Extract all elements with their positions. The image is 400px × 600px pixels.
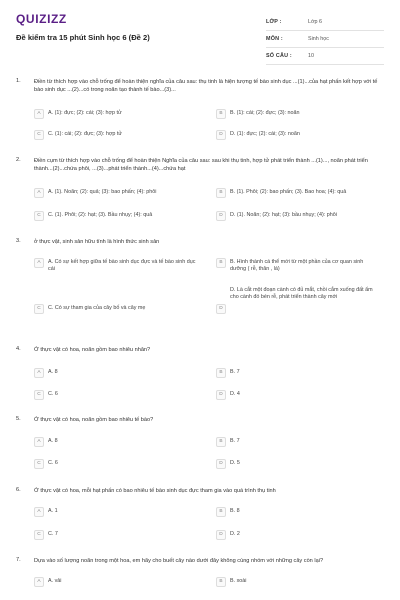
option-letter-d: D — [216, 211, 226, 221]
option-text: C. 6 — [48, 390, 58, 397]
question-1 — [16, 78, 384, 142]
question-5 — [16, 416, 384, 476]
option-text: A. 8 — [48, 437, 58, 444]
option-text: A. (1). Noãn; (2): quả; (3): bao phấn; (4): phôi — [48, 188, 157, 195]
worksheet-meta-table — [266, 14, 384, 65]
meta-row-subject — [266, 31, 384, 48]
option-letter-b: B — [216, 577, 226, 587]
option-letter-c: C — [34, 304, 44, 314]
option-letter-a: A — [34, 368, 44, 378]
option-text: A. Có sự kết hợp giữa tế bào sinh dục đực và tế bào sinh dục cái — [48, 258, 196, 272]
meta-label: MÔN : — [266, 36, 283, 42]
option-letter-a: A — [34, 507, 44, 517]
option-letter-d: D — [216, 130, 226, 140]
question-4 — [16, 346, 384, 406]
question-text: Điền từ thích hợp vào chỗ trống để hoàn thiện nghĩa của câu sau: thụ tinh là hiện tượng tế bào sinh dục ...(1)...của hạt phấn kết hợp với tế bào sinh dục ...(2)...có trong noãn tạo thành tế bào...(3)... — [34, 79, 378, 93]
option-letter-d: D — [216, 304, 226, 314]
question-text: ở thực vật, sinh sản hữu tính là hình thức sinh sản — [34, 239, 160, 245]
question-number: 6. — [16, 487, 21, 493]
question-number: 2. — [16, 157, 21, 163]
question-3 — [16, 238, 384, 328]
question-7 — [16, 557, 384, 597]
meta-row-grade — [266, 14, 384, 31]
option-text: D. Là cắt một đoạn cành có đủ mắt, chồi cắm xuống đất ẩm cho cành đó bén rễ, phát triển thành cây mới — [230, 286, 373, 300]
option-letter-c: C — [34, 130, 44, 140]
option-text: B. (1). Phôi; (2): bao phấn; (3). Bao hoa; (4): quả — [230, 188, 347, 195]
option-letter-c: C — [34, 211, 44, 221]
option-text: C. Có sự tham gia của cây bố và cây mẹ — [48, 304, 146, 311]
question-text: Điền cụm từ thích hợp vào chỗ trống để hoàn thiện Nghĩa của câu sau: sau khi thụ tinh, hợp tử phát triển thành ...(1)..., noãn phát triển thành...(2)...chứa phôi, ...(3)...phát triển thành...(4)...chứa hạt — [34, 158, 368, 172]
worksheet-header — [16, 12, 384, 60]
option-letter-a: A — [34, 258, 44, 268]
option-text: B. xoài — [230, 577, 247, 584]
question-text: Ở thực vật có hoa, noãn gồm bao nhiêu tế bào? — [34, 417, 154, 423]
option-text: A. (1): đực; (2): cái; (3): hợp tử — [48, 109, 122, 116]
quizizz-logo: QUIZIZZ — [16, 12, 67, 26]
option-text: A. vải — [48, 577, 62, 584]
option-letter-b: B — [216, 109, 226, 119]
option-letter-c: C — [34, 530, 44, 540]
option-text: B. Hình thành cá thể mới từ một phần của cơ quan sinh dưỡng ( rễ, thân , lá) — [230, 258, 364, 272]
worksheet-title: Đề kiểm tra 15 phút Sinh học 6 (Đề 2) — [16, 33, 150, 42]
question-number: 1. — [16, 78, 21, 84]
meta-label: LỚP : — [266, 19, 282, 25]
option-letter-b: B — [216, 188, 226, 198]
question-number: 7. — [16, 557, 21, 563]
option-text: A. 8 — [48, 368, 58, 375]
option-text: C. 7 — [48, 530, 58, 537]
question-number: 4. — [16, 346, 21, 352]
option-letter-d: D — [216, 530, 226, 540]
option-letter-a: A — [34, 188, 44, 198]
question-6 — [16, 487, 384, 547]
option-text: C. (1): cái; (2): đực; (3): hợp tử — [48, 130, 122, 137]
option-text: B. 7 — [230, 437, 240, 444]
question-text: Dựa vào số lượng noãn trong một hoa, em hãy cho buết cây nào dưới đây không cùng nhóm với những cây còn lại? — [34, 558, 324, 564]
question-2 — [16, 157, 384, 221]
option-letter-d: D — [216, 459, 226, 469]
option-letter-b: B — [216, 258, 226, 268]
question-number: 3. — [16, 238, 21, 244]
option-text: C. (1). Phôi; (2): hạt; (3). Bầu nhụy; (4): quả — [48, 211, 153, 218]
option-text: B. 7 — [230, 368, 240, 375]
option-text: C. 6 — [48, 459, 58, 466]
option-text: D. 5 — [230, 459, 240, 466]
option-letter-b: B — [216, 368, 226, 378]
option-text: B. 8 — [230, 507, 240, 514]
option-letter-d: D — [216, 390, 226, 400]
meta-label: SỐ CÂU : — [266, 53, 292, 59]
option-text: B. (1): cái; (2): đực; (3): noãn — [230, 109, 300, 116]
option-text: D. 4 — [230, 390, 240, 397]
option-letter-c: C — [34, 390, 44, 400]
option-letter-a: A — [34, 437, 44, 447]
question-text: Ở thực vật có hoa, noãn gồm bao nhiêu nhân? — [34, 347, 151, 353]
meta-value: Lớp 6 — [308, 19, 323, 25]
option-letter-c: C — [34, 459, 44, 469]
option-text: D. (1): đực; (2): cái; (3): noãn — [230, 130, 300, 137]
meta-value: Sinh học — [308, 36, 329, 42]
question-number: 5. — [16, 416, 21, 422]
option-letter-a: A — [34, 577, 44, 587]
option-text: A. 1 — [48, 507, 58, 514]
option-text: D. 2 — [230, 530, 240, 537]
option-letter-b: B — [216, 437, 226, 447]
meta-row-question-count — [266, 48, 384, 65]
option-letter-b: B — [216, 507, 226, 517]
option-letter-a: A — [34, 109, 44, 119]
question-text: Ở thực vật có hoa, mỗi hạt phấn có bao nhiêu tế bào sinh dục đực tham gia vào quá trình thụ tinh — [34, 488, 276, 494]
meta-value: 10 — [308, 53, 314, 59]
option-text: D. (1). Noãn; (2): hạt; (3): bầu nhụy; (4): phôi — [230, 211, 337, 218]
